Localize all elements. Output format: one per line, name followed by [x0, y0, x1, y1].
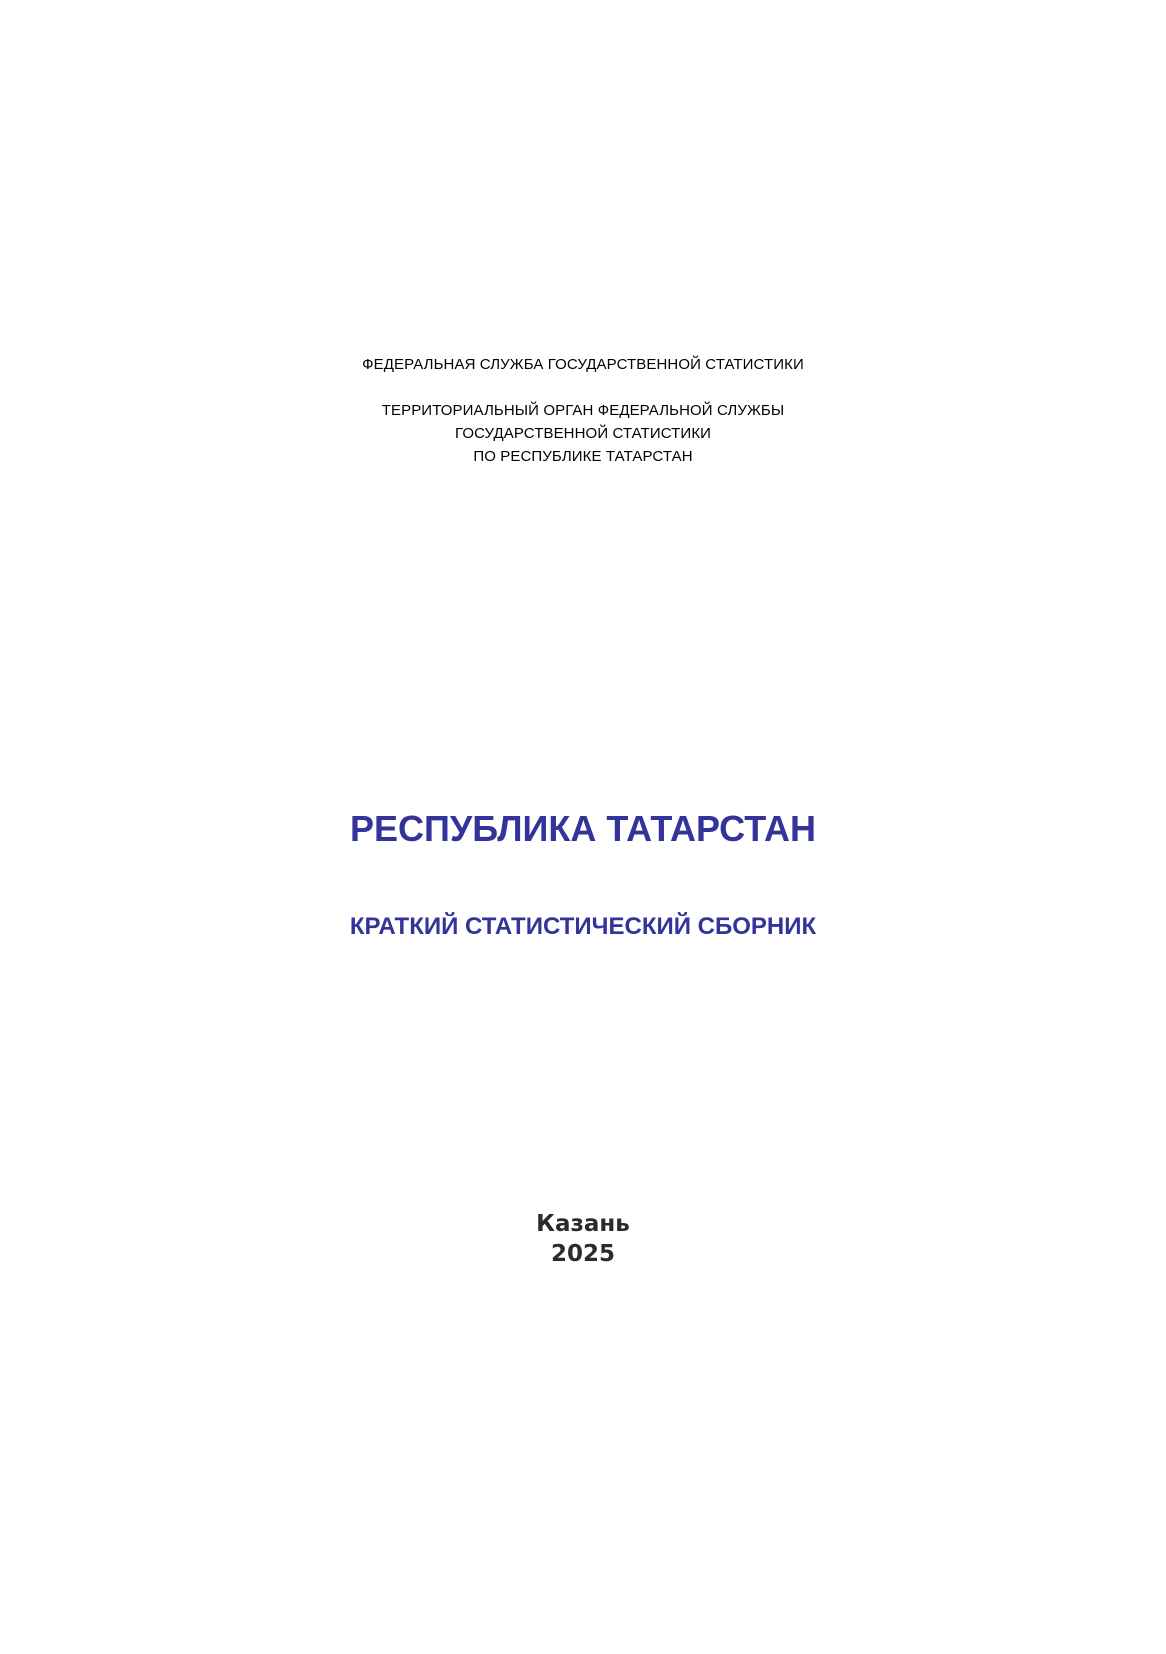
agency-name: ФЕДЕРАЛЬНАЯ СЛУЖБА ГОСУДАРСТВЕННОЙ СТАТИСТИКИ [362, 356, 804, 373]
document-title: РЕСПУБЛИКА ТАТАРСТАН [350, 808, 816, 849]
imprint-city: Казань [536, 1211, 630, 1237]
territorial-body-header [0, 399, 1166, 468]
document-subtitle: КРАТКИЙ СТАТИСТИЧЕСКИЙ СБОРНИК [349, 913, 817, 940]
territorial-body-line-1: ТЕРРИТОРИАЛЬНЫЙ ОРГАН ФЕДЕРАЛЬНОЙ СЛУЖБЫ [381, 402, 785, 419]
territorial-body-line-2: ГОСУДАРСТВЕННОЙ СТАТИСТИКИ [454, 425, 712, 442]
imprint-year: 2025 [550, 1241, 615, 1267]
imprint [0, 1209, 1166, 1269]
territorial-body-line-3: ПО РЕСПУБЛИКЕ ТАТАРСТАН [473, 448, 693, 465]
agency-header [0, 353, 1166, 376]
